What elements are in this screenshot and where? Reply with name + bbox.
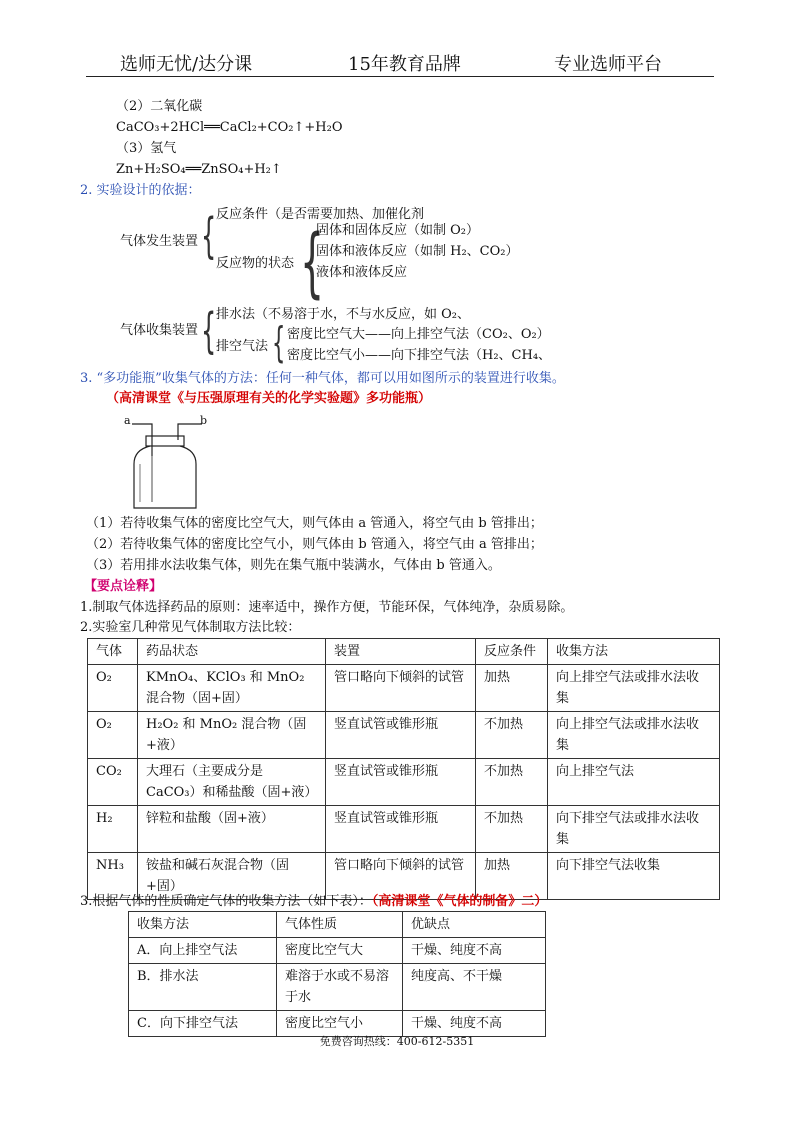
table-cell: 加热 bbox=[476, 853, 548, 900]
column-header: 收集方法 bbox=[548, 639, 720, 665]
table-cell: KMnO₄、KClO₃ 和 MnO₂ 混合物（固+固） bbox=[138, 665, 326, 712]
table-row bbox=[88, 665, 720, 712]
table-cell: 锌粒和盐酸（固+液） bbox=[138, 806, 326, 853]
note-3: （3）若用排水法收集气体，则先在集气瓶中装满水，气体由 b 管通入。 bbox=[86, 558, 501, 573]
table-cell: 向上排空气法 bbox=[548, 759, 720, 806]
column-header: 装置 bbox=[326, 639, 476, 665]
co2-heading: （2）二氧化碳 bbox=[116, 99, 203, 114]
table-cell: 管口略向下倾斜的试管 bbox=[326, 853, 476, 900]
table-cell: 竖直试管或锥形瓶 bbox=[326, 759, 476, 806]
table-row bbox=[88, 806, 720, 853]
gas-table-header-row bbox=[88, 639, 720, 665]
principle-1: 1.制取气体选择药品的原则：速率适中，操作方便，节能环保，气体纯净，杂质易除。 bbox=[80, 600, 574, 615]
table-cell: NH₃ bbox=[88, 853, 138, 900]
gen-solid-liquid: 固体和液体反应（如制 H₂、CO₂） bbox=[316, 244, 519, 259]
header-left: 选师无忧/达分课 bbox=[120, 54, 253, 75]
table-cell: CO₂ bbox=[88, 759, 138, 806]
table-cell: 竖直试管或锥形瓶 bbox=[326, 712, 476, 759]
table-row bbox=[88, 712, 720, 759]
note-2: （2）若待收集气体的密度比空气小，则气体由 b 管通入，将空气由 a 管排出； bbox=[86, 537, 543, 552]
column-header: 气体性质 bbox=[277, 912, 403, 938]
brace: { bbox=[272, 318, 286, 367]
column-header: 气体 bbox=[88, 639, 138, 665]
collection-method-table bbox=[128, 911, 546, 1037]
col-label: 气体收集装置 bbox=[120, 323, 199, 338]
gen-condition: 反应条件（是否需要加热、加催化剂 bbox=[216, 207, 425, 222]
section-2-title: 2. 实验设计的依据： bbox=[80, 183, 201, 198]
table-cell: C．向下排空气法 bbox=[129, 1011, 277, 1037]
table-cell: 纯度高、不干燥 bbox=[403, 964, 546, 1011]
table-cell: 加热 bbox=[476, 665, 548, 712]
table-cell: B．排水法 bbox=[129, 964, 277, 1011]
table-cell: 向上排空气法或排水法收集 bbox=[548, 665, 720, 712]
footer-hotline: 免费咨询热线：400-612-5351 bbox=[319, 1035, 475, 1048]
column-header: 收集方法 bbox=[129, 912, 277, 938]
section-3-reference: （高清课堂《与压强原理有关的化学实验题》多功能瓶） bbox=[106, 391, 432, 406]
gen-solid-solid: 固体和固体反应（如制 O₂） bbox=[316, 223, 480, 238]
gen-label: 气体发生装置 bbox=[120, 234, 199, 249]
table-cell: 向上排空气法或排水法收集 bbox=[548, 712, 720, 759]
multi-function-bottle bbox=[118, 414, 218, 514]
table-row bbox=[129, 964, 546, 1011]
h2-heading: （3）氢气 bbox=[116, 141, 177, 156]
table-cell: 密度比空气小 bbox=[277, 1011, 403, 1037]
note-1: （1）若待收集气体的密度比空气大，则气体由 a 管通入，将空气由 b 管排出； bbox=[86, 516, 543, 531]
section-3-title: 3. “多功能瓶”收集气体的方法：任何一种气体，都可以用如图所示的装置进行收集。 bbox=[80, 371, 565, 386]
key-points-title: 【要点诠释】 bbox=[84, 579, 163, 594]
tube-a-label: a bbox=[124, 414, 131, 427]
principle-3-reference: （高清课堂《气体的制备》二） bbox=[371, 894, 548, 909]
tube-b-label: b bbox=[200, 414, 208, 427]
table-cell: 干燥、纯度不高 bbox=[403, 1011, 546, 1037]
brace: { bbox=[300, 217, 325, 306]
table-cell: 向下排空气法或排水法收集 bbox=[548, 806, 720, 853]
table-cell: 不加热 bbox=[476, 806, 548, 853]
table-cell: 向下排空气法收集 bbox=[548, 853, 720, 900]
header-center: 15年教育品牌 bbox=[348, 54, 461, 75]
table-cell: O₂ bbox=[88, 665, 138, 712]
col-downward: 密度比空气小——向下排空气法（H₂、CH₄、 bbox=[287, 348, 552, 363]
table-cell: 大理石（主要成分是 CaCO₃）和稀盐酸（固+液） bbox=[138, 759, 326, 806]
brace: { bbox=[201, 208, 217, 264]
col-air: 排空气法 bbox=[216, 339, 269, 354]
table-cell: 干燥、纯度不高 bbox=[403, 938, 546, 964]
table-cell: H₂ bbox=[88, 806, 138, 853]
gas-preparation-table bbox=[87, 638, 720, 900]
co2-equation: CaCO₃+2HCl══CaCl₂+CO₂↑+H₂O bbox=[116, 120, 343, 135]
table-cell: 竖直试管或锥形瓶 bbox=[326, 806, 476, 853]
table-row bbox=[129, 938, 546, 964]
brace: { bbox=[201, 303, 217, 359]
table-cell: 管口略向下倾斜的试管 bbox=[326, 665, 476, 712]
column-header: 药品状态 bbox=[138, 639, 326, 665]
table-cell: H₂O₂ 和 MnO₂ 混合物（固+液） bbox=[138, 712, 326, 759]
table-row bbox=[88, 759, 720, 806]
principle-3 bbox=[80, 893, 547, 911]
table-cell: 难溶于水或不易溶于水 bbox=[277, 964, 403, 1011]
table-cell: O₂ bbox=[88, 712, 138, 759]
principle-3-text: 3.根据气体的性质确定气体的收集方法（如下表）： bbox=[80, 894, 372, 909]
table-cell: 密度比空气大 bbox=[277, 938, 403, 964]
col-upward: 密度比空气大——向上排空气法（CO₂、O₂） bbox=[287, 327, 550, 342]
table-cell: 铵盐和碱石灰混合物（固+固） bbox=[138, 853, 326, 900]
header-right: 专业选师平台 bbox=[554, 54, 662, 75]
h2-equation: Zn+H₂SO₄══ZnSO₄+H₂↑ bbox=[116, 162, 282, 177]
table-cell: 不加热 bbox=[476, 759, 548, 806]
column-header: 优缺点 bbox=[403, 912, 546, 938]
table-cell: 不加热 bbox=[476, 712, 548, 759]
page-header bbox=[86, 50, 714, 77]
gen-state: 反应物的状态 bbox=[216, 256, 295, 271]
column-header: 反应条件 bbox=[476, 639, 548, 665]
gen-liquid-liquid: 液体和液体反应 bbox=[316, 265, 408, 280]
col-water: 排水法（不易溶于水，不与水反应，如 O₂、 bbox=[216, 307, 471, 322]
collection-table-header-row bbox=[129, 912, 546, 938]
table-cell: A．向上排空气法 bbox=[129, 938, 277, 964]
principle-2: 2.实验室几种常见气体制取方法比较： bbox=[80, 620, 301, 635]
